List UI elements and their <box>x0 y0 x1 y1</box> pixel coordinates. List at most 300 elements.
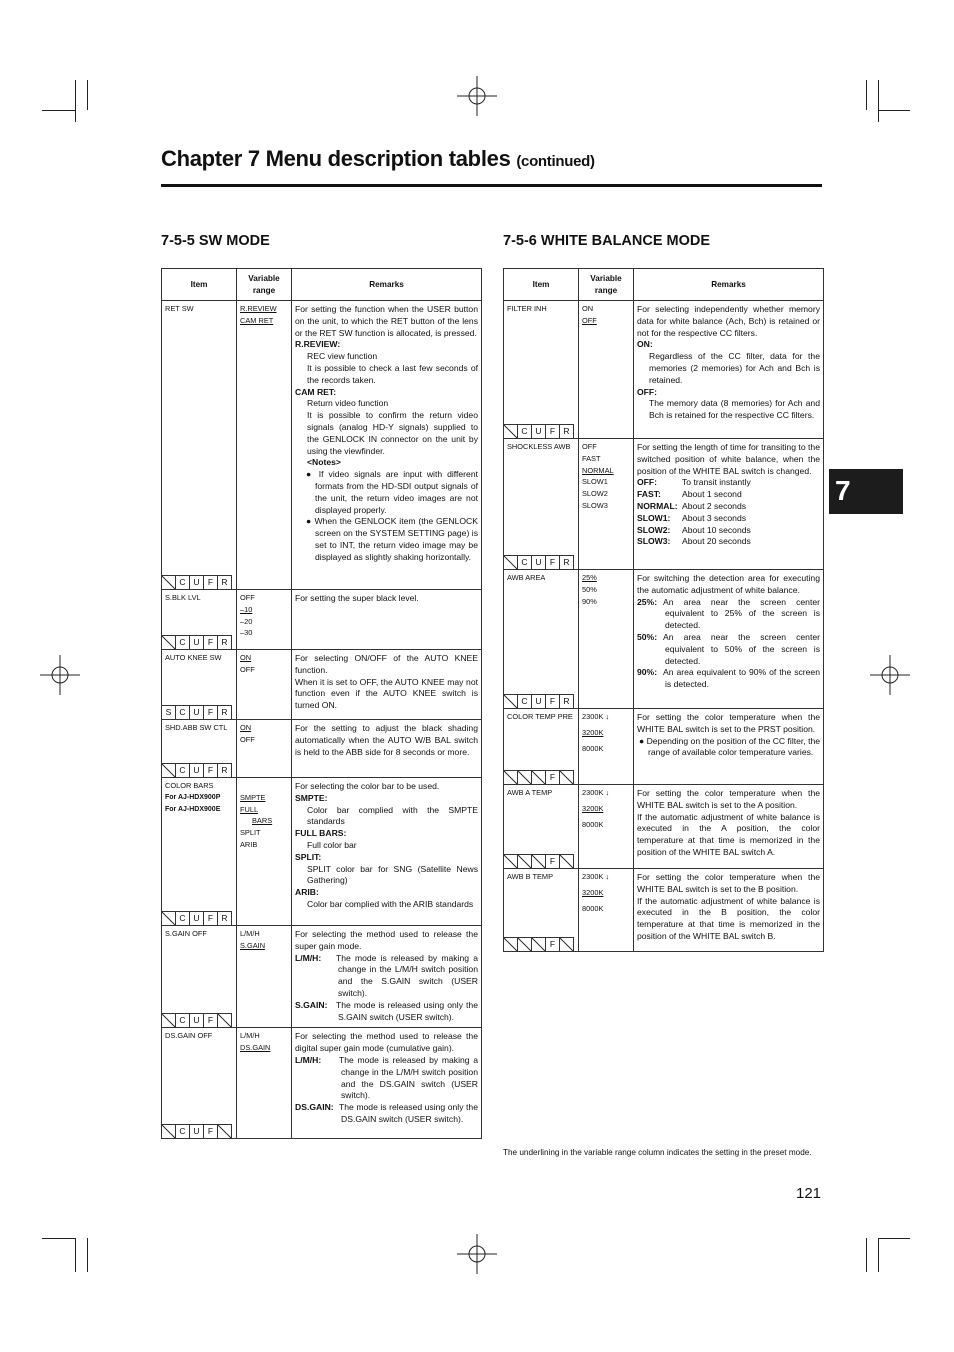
table-row <box>162 650 482 720</box>
footnote: The underlining in the variable range column indicates the setting in the preset mode. <box>503 1148 812 1157</box>
flag: C <box>175 575 190 590</box>
table-header-row <box>504 269 824 301</box>
note-bullet: ● When the GENLOCK item (the GENLOCK screen on the SYSTEM SETTING page) is set to INT, the return video image may be displayed as slightly shaking horizontally. <box>306 516 478 562</box>
remarks-cell <box>292 778 482 926</box>
remark-heading: ON: <box>637 339 653 350</box>
flag-empty <box>161 1124 176 1139</box>
remarks-cell <box>292 590 482 650</box>
flag-empty <box>531 854 546 869</box>
down-arrow-icon: ↓ <box>605 788 610 797</box>
range-value: 8000K <box>582 903 604 913</box>
range-value: 90% <box>582 596 597 606</box>
registration-mark-icon <box>457 1234 497 1274</box>
flag: C <box>175 1124 190 1139</box>
note-text: When the GENLOCK item (the GENLOCK screen on the SYSTEM SETTING page) is set to INT, the return video image may be displayed as slightly shaking horizontally. <box>314 516 478 562</box>
range-spacer <box>240 780 288 792</box>
remark-text: For setting the function when the USER button on the unit, to which the RET button of the lens or the RET SW function is allocated, is pressed. <box>295 304 478 338</box>
flag-empty <box>517 937 532 952</box>
range-cell <box>237 590 292 650</box>
range-value: BARS <box>252 816 273 826</box>
range-cell <box>579 439 634 570</box>
range-value: OFF <box>582 315 597 325</box>
flag: U <box>189 575 204 590</box>
item-name: AWB B TEMP <box>507 872 553 881</box>
flag: F <box>545 854 560 869</box>
remark-text: When it is set to OFF, the AUTO KNEE may not function even if the AUTO KNEE switch is turned ON. <box>295 676 478 711</box>
table-row <box>504 785 824 869</box>
remark-definition <box>637 477 820 489</box>
flag-empty <box>503 694 518 709</box>
range-value: NORMAL <box>582 465 614 475</box>
remark-text: For switching the detection area for executing the automatic adjustment of white balance. <box>637 573 820 595</box>
table-row <box>162 926 482 1028</box>
remark-text: About 3 seconds <box>682 512 747 523</box>
flag: C <box>175 635 190 650</box>
item-cell <box>504 869 579 952</box>
remarks-cell <box>634 869 824 952</box>
remark-text: For setting the length of time for transiting to the switched position of white balance, when the position of the WHITE BAL switch is changed. <box>637 442 820 476</box>
range-value <box>582 787 630 799</box>
range-value: 25% <box>582 573 597 582</box>
remark-heading: SPLIT: <box>295 851 322 862</box>
range-value: FAST <box>582 453 601 463</box>
flag: R <box>217 911 232 926</box>
remark-text: An area near the screen center equivalent to 25% of the screen is detected. <box>663 596 820 631</box>
mode-flags <box>161 1124 231 1139</box>
flag: R <box>559 424 574 439</box>
item-cell <box>162 926 237 1028</box>
flag-empty <box>517 770 532 785</box>
flag-empty <box>217 1013 232 1028</box>
remark-term: SLOW3: <box>637 536 671 547</box>
flag: F <box>545 937 560 952</box>
remark-text: SPLIT color bar for SNG (Satellite News Gathering) <box>307 863 478 886</box>
note-bullet: ● If video signals are input with different formats from the HD-SDI output signals of the unit, the return video images are not displayed properly. <box>306 469 478 515</box>
note-text: Depending on the position of the CC filter, the range of available color temperature varies. <box>646 735 821 758</box>
range-text: 2300K <box>582 788 604 797</box>
table-row <box>162 1028 482 1139</box>
range-value: 3200K <box>582 727 604 737</box>
chapter-tab <box>829 469 903 514</box>
crop-mark <box>42 110 76 111</box>
flag: R <box>217 575 232 590</box>
flag-empty <box>503 770 518 785</box>
range-value: 3200K <box>582 803 604 813</box>
crop-mark <box>87 80 88 110</box>
range-value: –30 <box>240 628 253 638</box>
remark-text: About 2 seconds <box>682 500 747 511</box>
range-value: OFF <box>582 442 597 451</box>
table-row <box>162 590 482 650</box>
flag-empty <box>161 1013 176 1028</box>
remarks-cell <box>634 570 824 709</box>
range-value: ARIB <box>240 839 258 849</box>
range-value: L/M/H <box>240 1031 260 1041</box>
header-range-line1: Variable <box>590 273 622 283</box>
flag: F <box>203 1124 218 1139</box>
range-value: SPLIT <box>240 828 261 838</box>
remark-text: For setting the super black level. <box>295 593 419 603</box>
range-cell <box>579 785 634 869</box>
range-cell <box>579 709 634 785</box>
remark-term: SLOW1: <box>637 512 671 523</box>
mode-flags <box>503 854 573 869</box>
table-row <box>162 720 482 778</box>
table-row <box>504 709 824 785</box>
flag-empty <box>161 575 176 590</box>
remark-heading: R.REVIEW: <box>295 339 341 350</box>
item-cell <box>162 301 237 590</box>
remark-text: Color bar complied with the ARIB standards <box>307 898 474 909</box>
flag: R <box>217 763 232 778</box>
note-text: If video signals are input with different formats from the HD-SDI output signals of the unit, the return video images are not displayed properly. <box>315 469 478 515</box>
range-value: SMPTE <box>240 792 266 802</box>
range-value: SLOW3 <box>582 500 608 510</box>
remarks-cell <box>292 1028 482 1139</box>
range-value: CAM RET <box>240 315 274 325</box>
note-bullet: ● Depending on the position of the CC filter, the range of available color temperature varies. <box>639 735 821 758</box>
item-cell <box>162 778 237 926</box>
table-row <box>504 869 824 952</box>
header-range <box>237 269 292 301</box>
chapter-tab-number: 7 <box>835 475 851 506</box>
remark-text: It is possible to check a last few seconds of the records taken. <box>307 362 478 385</box>
remark-text: If the automatic adjustment of white balance is executed in the B position, the color temperature at that time is memorized in the position of the WHITE BAL switch B. <box>637 895 820 941</box>
remarks-cell <box>634 709 824 785</box>
remark-term: OFF: <box>637 477 658 488</box>
flag: C <box>517 424 532 439</box>
flag: C <box>517 555 532 570</box>
range-cell <box>237 1028 292 1139</box>
flag: F <box>203 763 218 778</box>
remark-definition <box>637 536 820 548</box>
remarks-cell <box>292 301 482 590</box>
remark-definition <box>295 1102 478 1126</box>
flag: F <box>203 635 218 650</box>
remark-term: FAST: <box>637 489 661 500</box>
flag: F <box>545 694 560 709</box>
item-name: COLOR TEMP PRE <box>507 712 573 721</box>
remark-text: The mode is released by making a change in the L/M/H switch position and the S.GAIN switch (USER switch). <box>336 952 478 998</box>
flag: C <box>517 694 532 709</box>
mode-flags <box>161 705 231 720</box>
flag: C <box>175 911 190 926</box>
flag-empty <box>161 635 176 650</box>
remarks-cell <box>634 301 824 439</box>
remark-heading: FULL BARS: <box>295 828 347 839</box>
remark-heading: OFF: <box>637 386 658 397</box>
item-name: SHD.ABB SW CTL <box>165 723 228 732</box>
range-cell <box>237 301 292 590</box>
remark-definition <box>295 953 478 1000</box>
mode-flags <box>161 635 231 650</box>
registration-mark-icon <box>40 655 80 695</box>
crop-mark <box>878 80 879 122</box>
crop-mark <box>866 1238 867 1272</box>
remark-text: For setting the color temperature when the WHITE BAL switch is set to the PRST position. <box>637 712 820 734</box>
registration-mark-icon <box>457 76 497 116</box>
flag: U <box>189 705 204 720</box>
remark-definition <box>637 597 820 632</box>
table-row <box>504 439 824 570</box>
flag: R <box>217 635 232 650</box>
remark-text: For selecting the method used to release the digital super gain mode (cumulative gain). <box>295 1031 478 1054</box>
item-name: FILTER INH <box>507 304 547 313</box>
range-value: DS.GAIN <box>240 1043 271 1053</box>
chapter-title <box>161 146 595 172</box>
remarks-cell <box>292 926 482 1028</box>
remark-text: For selecting the color bar to be used. <box>295 781 440 791</box>
flag: F <box>545 424 560 439</box>
range-value: 50% <box>582 584 597 594</box>
flag: S <box>161 705 176 720</box>
remark-text: Color bar complied with the SMPTE standards <box>307 804 478 827</box>
remark-heading: SMPTE: <box>295 792 328 803</box>
range-text: 2300K <box>582 872 604 881</box>
remark-term: L/M/H: <box>295 1054 322 1065</box>
remark-term: NORMAL: <box>637 500 678 511</box>
remark-text: About 10 seconds <box>682 524 751 535</box>
header-remarks: Remarks <box>292 269 482 301</box>
flag-empty <box>217 1124 232 1139</box>
sw-mode-table <box>161 268 482 1139</box>
table-row <box>162 778 482 926</box>
remark-text: The mode is released using only the DS.GAIN switch (USER switch). <box>339 1102 478 1124</box>
mode-flags <box>503 937 573 952</box>
flag: U <box>531 424 546 439</box>
registration-mark-icon <box>870 655 910 695</box>
flag-empty <box>531 937 546 952</box>
remark-heading: CAM RET: <box>295 386 337 397</box>
remarks-cell <box>292 720 482 778</box>
flag: F <box>545 770 560 785</box>
flag: U <box>531 555 546 570</box>
range-value: OFF <box>240 664 255 674</box>
remark-definition <box>637 489 820 501</box>
title-rule <box>161 184 822 187</box>
item-model-note: For AJ-HDX900P <box>165 793 221 801</box>
header-item: Item <box>162 269 237 301</box>
remark-term: 25%: <box>637 596 658 607</box>
flag: R <box>217 705 232 720</box>
mode-flags <box>161 763 231 778</box>
mode-flags <box>503 694 573 709</box>
flag-empty <box>161 911 176 926</box>
remark-text: Return video function <box>307 398 389 409</box>
range-value: 8000K <box>582 743 604 753</box>
item-cell <box>504 439 579 570</box>
item-cell <box>504 709 579 785</box>
remark-definition <box>637 513 820 525</box>
remark-text: For the setting to adjust the black shading automatically when the AUTO W/B BAL switch is held to the ABB side for 8 seconds or more. <box>295 723 478 757</box>
remark-text: The mode is released by making a change in the L/M/H switch position and the DS.GAIN switch (USER switch). <box>339 1054 478 1101</box>
mode-flags <box>503 424 573 439</box>
range-value: S.GAIN <box>240 940 266 950</box>
flag: C <box>175 705 190 720</box>
remark-text: It is possible to confirm the return video signals (analog HD-Y signals) supplied to the GENLOCK IN connector on the unit by using the viewfinder. <box>307 410 478 456</box>
range-value: SLOW2 <box>582 489 608 499</box>
range-value: L/M/H <box>240 929 260 938</box>
remark-text: For setting the color temperature when the WHITE BAL switch is set to the A position. <box>637 788 820 810</box>
mode-flags <box>161 911 231 926</box>
range-value <box>582 871 630 883</box>
flag: F <box>545 555 560 570</box>
mode-flags <box>161 575 231 590</box>
item-name: AWB AREA <box>507 573 546 582</box>
flag: U <box>189 911 204 926</box>
chapter-title-text: Chapter 7 Menu description tables <box>161 146 511 171</box>
remark-text: To transit instantly <box>682 477 751 488</box>
remarks-cell <box>634 439 824 570</box>
remarks-cell <box>634 785 824 869</box>
range-value: SLOW1 <box>582 477 608 487</box>
item-name: DS.GAIN OFF <box>165 1031 213 1041</box>
remark-term: 90%: <box>637 667 658 678</box>
remark-text: REC view function <box>307 351 378 362</box>
page-number: 121 <box>796 1185 822 1202</box>
header-remarks: Remarks <box>634 269 824 301</box>
range-cell <box>237 778 292 926</box>
flag-empty <box>559 854 574 869</box>
notes-heading: <Notes> <box>307 457 341 468</box>
remark-term: DS.GAIN: <box>295 1102 334 1113</box>
flag: U <box>189 635 204 650</box>
remark-text: About 20 seconds <box>682 536 751 547</box>
range-value: FULL <box>240 804 259 814</box>
remark-definition <box>295 1000 478 1024</box>
flag: C <box>175 763 190 778</box>
range-text: 2300K <box>582 712 604 721</box>
remark-text: The memory data (8 memories) for Ach and Bch is retained for the respective CC filters. <box>649 398 820 421</box>
remark-definition <box>637 501 820 513</box>
flag: R <box>559 555 574 570</box>
flag: F <box>203 1013 218 1028</box>
white-balance-mode-table <box>503 268 824 952</box>
range-cell <box>579 570 634 709</box>
flag-empty <box>503 937 518 952</box>
crop-mark <box>87 1238 88 1272</box>
range-value: R.REVIEW <box>240 304 277 313</box>
down-arrow-icon: ↓ <box>605 712 610 721</box>
remark-term: S.GAIN: <box>295 999 328 1010</box>
header-range-line2: range <box>594 285 618 295</box>
crop-mark <box>75 1238 76 1272</box>
crop-mark <box>878 1238 879 1272</box>
range-value: –20 <box>240 616 253 626</box>
header-range <box>579 269 634 301</box>
crop-mark <box>878 1238 910 1239</box>
item-cell <box>504 785 579 869</box>
item-name: AWB A TEMP <box>507 788 553 797</box>
remark-text: For selecting independently whether memory data for white balance (Ach, Bch) is retained or not for the respective CC filters. <box>637 304 820 338</box>
flag: U <box>189 763 204 778</box>
flag: F <box>203 575 218 590</box>
crop-mark <box>878 110 910 111</box>
flag-empty <box>559 937 574 952</box>
remark-text: For selecting the method used to release the super gain mode. <box>295 929 478 951</box>
item-cell <box>162 720 237 778</box>
item-model-note: For AJ-HDX900E <box>165 805 221 813</box>
down-arrow-icon: ↓ <box>605 872 610 881</box>
table-row <box>162 301 482 590</box>
range-value: –10 <box>240 604 253 614</box>
flag: F <box>203 705 218 720</box>
remark-text: An area near the screen center equivalent to 50% of the screen is detected. <box>663 631 820 666</box>
header-item: Item <box>504 269 579 301</box>
range-cell <box>237 720 292 778</box>
item-name: SHOCKLESS AWB <box>507 442 571 451</box>
item-cell <box>504 301 579 439</box>
item-name: COLOR BARS <box>165 781 214 790</box>
flag-empty <box>503 555 518 570</box>
flag-empty <box>503 854 518 869</box>
remark-text: Full color bar <box>307 839 357 850</box>
flag: F <box>203 911 218 926</box>
crop-mark <box>75 80 76 122</box>
remark-text: About 1 second <box>682 489 742 500</box>
remark-text: For selecting ON/OFF of the AUTO KNEE function. <box>295 653 478 675</box>
range-value: 3200K <box>582 887 604 897</box>
table-row <box>504 570 824 709</box>
range-value: ON <box>240 723 252 732</box>
flag-empty <box>517 854 532 869</box>
item-name: RET SW <box>165 304 194 313</box>
item-cell <box>162 590 237 650</box>
remark-definition <box>637 667 820 691</box>
flag-empty <box>503 424 518 439</box>
range-value: ON <box>582 304 594 313</box>
remark-text: The mode is released using only the S.GAIN switch (USER switch). <box>336 999 478 1022</box>
flag-empty <box>161 763 176 778</box>
range-value: OFF <box>240 734 255 744</box>
mode-flags <box>161 1013 231 1028</box>
range-value: 8000K <box>582 819 604 829</box>
range-cell <box>579 869 634 952</box>
item-cell <box>162 650 237 720</box>
item-name: S.GAIN OFF <box>165 929 207 938</box>
flag: U <box>189 1013 204 1028</box>
flag-empty <box>559 770 574 785</box>
item-name: AUTO KNEE SW <box>165 653 222 662</box>
remark-term: SLOW2: <box>637 524 671 535</box>
item-cell <box>504 570 579 709</box>
header-range-line2: range <box>252 285 276 295</box>
flag: U <box>531 694 546 709</box>
remarks-cell <box>292 650 482 720</box>
flag-empty <box>531 770 546 785</box>
item-cell <box>162 1028 237 1139</box>
flag: U <box>189 1124 204 1139</box>
range-value: OFF <box>240 593 255 602</box>
crop-mark <box>866 80 867 110</box>
remark-term: L/M/H: <box>295 952 322 963</box>
remark-definition <box>637 525 820 537</box>
range-cell <box>237 926 292 1028</box>
remark-text: For setting the color temperature when the WHITE BAL switch is set to the B position. <box>637 872 820 894</box>
remark-text: An area equivalent to 90% of the screen is detected. <box>663 667 820 690</box>
table-row <box>504 301 824 439</box>
table-header-row <box>162 269 482 301</box>
flag: R <box>559 694 574 709</box>
chapter-continued: (continued) <box>516 153 595 170</box>
range-cell <box>579 301 634 439</box>
remark-text: If the automatic adjustment of white balance is executed in the A position, the color temperature at that time is memorized in the position of the WHITE BAL switch A. <box>637 811 820 857</box>
flag: C <box>175 1013 190 1028</box>
range-value: ON <box>240 653 252 662</box>
crop-mark <box>42 1238 76 1239</box>
section-title-white-balance-mode: 7-5-6 WHITE BALANCE MODE <box>503 233 711 249</box>
header-range-line1: Variable <box>248 273 280 283</box>
